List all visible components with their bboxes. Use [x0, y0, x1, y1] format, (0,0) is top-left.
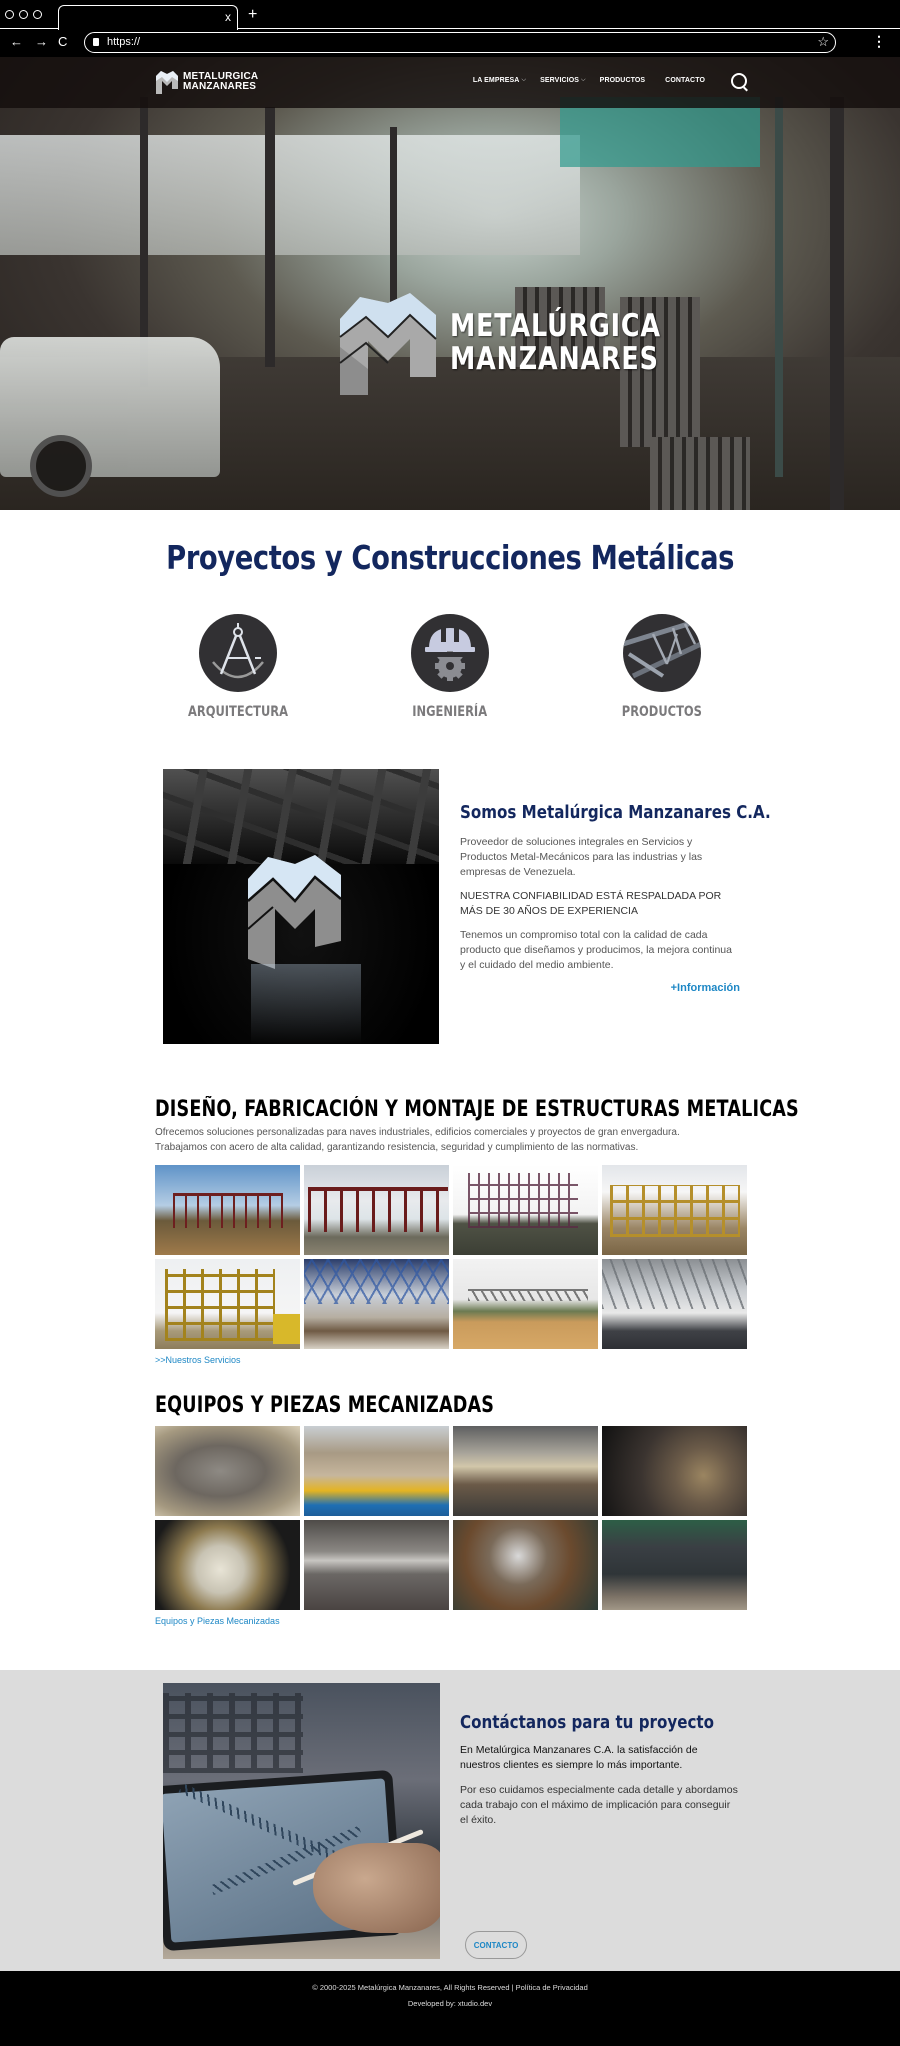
about-section	[0, 769, 900, 1097]
contact-button[interactable]: CONTACTO	[465, 1931, 527, 1959]
steel-tanks-photo[interactable]	[304, 1426, 449, 1516]
contact-img-buildings	[163, 1693, 303, 1773]
about-logo-sculpture-image	[163, 769, 439, 1044]
hero-title-line-1: METALÚRGICA	[450, 308, 661, 344]
browser-menu-icon[interactable]: ⋮	[872, 33, 886, 49]
menu-item-label: SERVICIOS	[540, 77, 580, 84]
hero-bg-steel	[650, 437, 750, 510]
reload-icon[interactable]: C	[58, 34, 68, 49]
menu-item-contacto[interactable]	[665, 77, 705, 84]
window-minimize-button[interactable]	[19, 10, 28, 19]
hero-bg-column	[775, 97, 783, 477]
browser-chrome	[0, 0, 900, 57]
contact-title: Contáctanos para tu proyecto	[460, 1712, 715, 1733]
main-menu	[473, 77, 705, 84]
nuestros-servicios-link[interactable]: >>Nuestros Servicios	[155, 1355, 241, 1365]
structures-desc-1: Ofrecemos soluciones personalizadas para naves industriales, edificios comerciales y proyectos de gran envergadura.	[155, 1127, 680, 1138]
services-row	[0, 614, 900, 769]
contact-highlight: En Metalúrgica Manzanares C.A. la satisfacción de nuestros clientes es siempre lo más importante.	[460, 1744, 698, 1771]
industrial-rotor-photo[interactable]	[155, 1426, 300, 1516]
hero-title	[450, 310, 661, 376]
covered-loading-area-photo[interactable]	[602, 1259, 747, 1349]
structures-gallery	[155, 1165, 900, 1349]
menu-item-productos[interactable]	[600, 77, 646, 84]
service-arquitectura[interactable]	[187, 614, 289, 769]
address-bar[interactable]	[84, 32, 836, 53]
structures-desc-2: Trabajamos con acero de alta calidad, garantizando resistencia, seguridad y cumplimiento de las normativas.	[155, 1142, 639, 1153]
equipment-gallery	[155, 1426, 900, 1610]
helmet-gear-icon[interactable]	[411, 614, 489, 692]
page-title: Proyectos y Construcciones Metálicas	[166, 538, 734, 577]
structures-title: DISEÑO, FABRICACIÓN Y MONTAJE DE ESTRUCTURAS METALICAS	[155, 1097, 799, 1122]
developer-credit[interactable]: Developed by: xtudio.dev	[407, 1999, 493, 2008]
red-columns-structure-photo[interactable]	[304, 1165, 449, 1255]
privacy-policy-link[interactable]: Política de Privacidad	[515, 1983, 588, 1992]
window-maximize-button[interactable]	[33, 10, 42, 19]
contact-section	[0, 1670, 900, 1971]
service-label[interactable]: PRODUCTOS	[621, 704, 703, 720]
menu-item-label: CONTACTO	[665, 77, 705, 84]
copyright-line	[0, 1983, 900, 1992]
hero-banner	[0, 57, 900, 510]
menu-item-label: LA EMPRESA	[472, 77, 520, 84]
url-text[interactable]: https://	[107, 36, 141, 48]
truss-canopy-photo[interactable]	[453, 1259, 598, 1349]
bookmark-star-icon[interactable]: ☆	[817, 34, 829, 49]
forward-icon[interactable]: →	[35, 34, 48, 49]
multi-level-frame-photo[interactable]	[453, 1165, 598, 1255]
about-img-reflection	[251, 964, 361, 1044]
chevron-down-icon: ⌵	[521, 77, 527, 83]
brand-line-2: MANZANARES	[183, 81, 257, 92]
site-navbar	[0, 57, 900, 108]
brand-line-1: METALURGICA	[183, 71, 259, 82]
tab-close-icon[interactable]: x	[225, 10, 231, 24]
browser-tab[interactable]	[58, 5, 238, 30]
structures-section	[0, 1097, 900, 1365]
gear-assembly-photo[interactable]	[453, 1426, 598, 1516]
equipos-link[interactable]: Equipos y Piezas Mecanizadas	[155, 1616, 280, 1626]
yellow-frame-crane-photo[interactable]	[155, 1259, 300, 1349]
brand-name	[183, 72, 258, 92]
steel-hopper-photo[interactable]	[602, 1520, 747, 1610]
site-logo[interactable]	[155, 69, 258, 95]
about-paragraph-1: Proveedor de soluciones integrales en Servicios y Productos Metal-Mecánicos para las industrias y las empresas de Venezuela.	[460, 836, 703, 878]
address-row	[0, 29, 900, 56]
about-paragraph-2: Tenemos un compromiso total con la calidad de cada producto que diseñamos y producimos, la mejora continua y el cuidado del medio ambiente.	[460, 929, 732, 971]
logo-mark-icon	[155, 69, 179, 95]
copyright-text: © 2000-2025 Metalúrgica Manzanares, All Rights Reserved |	[312, 1983, 514, 1992]
contact-paragraph: Por eso cuidamos especialmente cada detalle y abordamos cada trabajo con el máximo de implicación para conseguir el éxito.	[460, 1784, 738, 1826]
service-ingenieria[interactable]	[404, 614, 496, 769]
menu-item-servicios[interactable]	[540, 77, 586, 84]
lock-icon	[93, 38, 99, 46]
hero-logo-mark-icon	[338, 289, 438, 397]
nylon-gears-photo[interactable]	[155, 1520, 300, 1610]
welder-photo[interactable]	[453, 1520, 598, 1610]
menu-item-la-empresa[interactable]	[473, 77, 526, 84]
service-label[interactable]: INGENIERÍA	[412, 704, 488, 720]
compass-icon[interactable]	[199, 614, 277, 692]
pulley-machine-photo[interactable]	[602, 1426, 747, 1516]
back-icon[interactable]: ←	[10, 34, 23, 49]
contact-text-block	[460, 1712, 740, 1950]
site-footer	[0, 1971, 900, 2030]
equipment-title: EQUIPOS Y PIEZAS MECANIZADAS	[155, 1393, 495, 1418]
window-close-button[interactable]	[5, 10, 14, 19]
equipment-section	[0, 1393, 900, 1626]
service-productos[interactable]	[616, 614, 708, 769]
main-heading-section	[0, 510, 900, 614]
threaded-shaft-photo[interactable]	[304, 1520, 449, 1610]
warehouse-interior-photo[interactable]	[304, 1259, 449, 1349]
chevron-down-icon: ⌵	[581, 77, 586, 83]
hero-bg-wall	[0, 135, 580, 255]
hero-logo	[338, 289, 707, 397]
new-tab-button[interactable]: +	[248, 6, 258, 23]
hero-bg-column	[830, 97, 844, 510]
window-controls	[5, 10, 42, 19]
red-steel-frame-photo[interactable]	[155, 1165, 300, 1255]
about-text-block	[460, 802, 771, 994]
tab-bar	[0, 0, 900, 29]
hero-title-line-2: MANZANARES	[450, 341, 659, 377]
hero-bg-column	[265, 107, 275, 367]
steel-truss-icon[interactable]	[623, 614, 701, 692]
contact-img-hand	[313, 1843, 440, 1933]
more-info-link[interactable]: +Información	[670, 982, 740, 994]
search-icon[interactable]	[731, 73, 747, 89]
about-highlight: NUESTRA CONFIABILIDAD ESTÁ RESPALDADA POR MÁS DE 30 AÑOS DE EXPERIENCIA	[460, 890, 722, 917]
tablet-design-image	[163, 1683, 440, 1959]
menu-item-label: PRODUCTOS	[599, 77, 646, 84]
about-title: Somos Metalúrgica Manzanares C.A.	[460, 802, 771, 823]
service-label[interactable]: ARQUITECTURA	[187, 704, 289, 720]
hero-bg-truck	[0, 337, 220, 477]
yellow-frame-building-photo[interactable]	[602, 1165, 747, 1255]
web-page	[0, 57, 900, 2030]
